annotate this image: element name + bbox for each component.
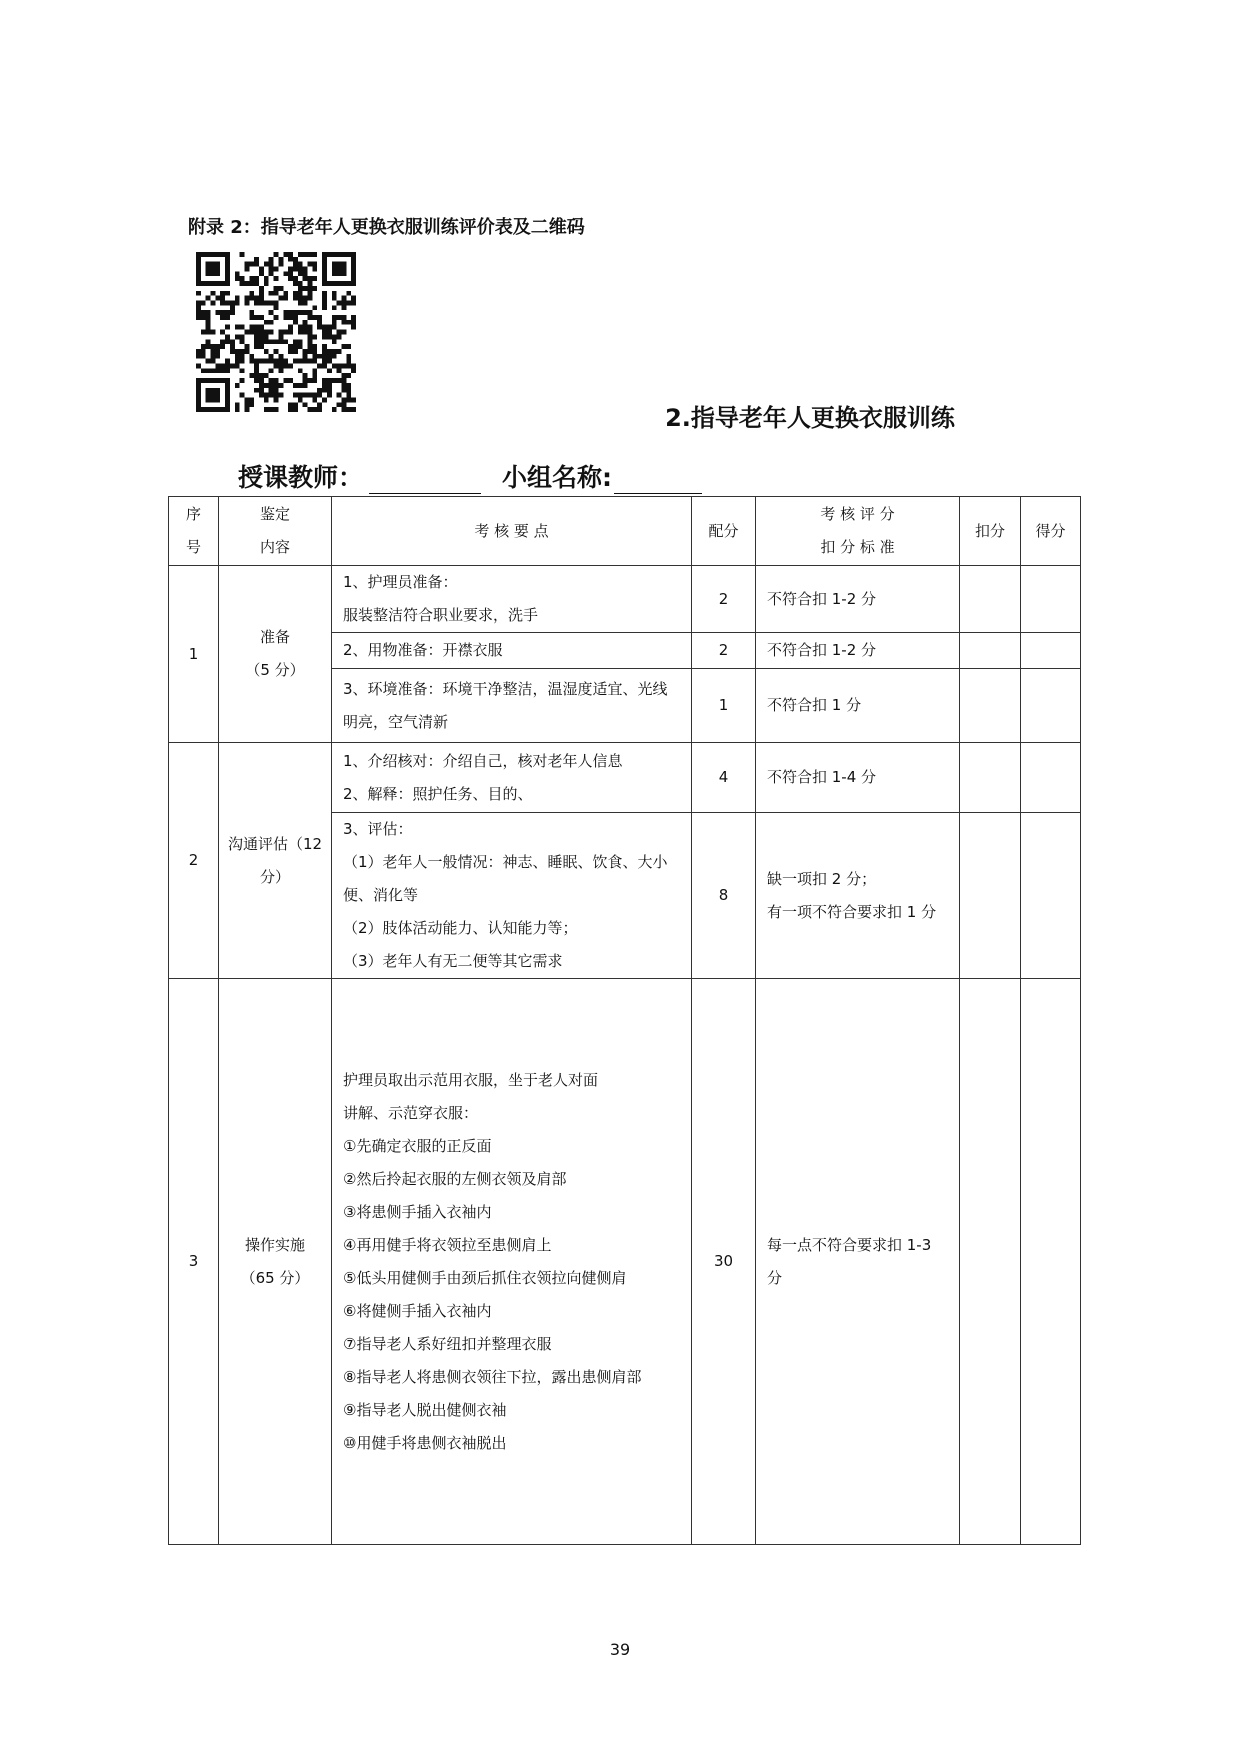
table-header-row [169, 497, 1081, 566]
criteria-cell: 不符合扣 1-4 分 [756, 743, 960, 813]
header-criteria: 考 核 评 分 扣 分 标 准 [756, 497, 960, 566]
teacher-field [238, 458, 481, 494]
criteria-cell: 不符合扣 1 分 [756, 669, 960, 743]
evaluation-table [168, 496, 1081, 1545]
header-score: 配分 [692, 497, 756, 566]
deduct-cell[interactable] [960, 566, 1021, 633]
section-index: 1 [169, 566, 219, 743]
requirement-cell: 护理员取出示范用衣服，坐于老人对面 讲解、示范穿衣服： ①先确定衣服的正反面 ②然后拎起衣服的左侧衣领及肩部 ③将患侧手插入衣袖内 ④再用健手将衣领拉至患侧肩上 ⑤低头用健侧手由颈后抓住衣领拉向健侧肩 ⑥将健侧手插入衣袖内 ⑦指导老人系好纽扣并整理衣服 ⑧指导老人将患侧衣领往下拉，露出患侧肩部 ⑨指导老人脱出健侧衣袖 ⑩用健手将患侧衣袖脱出 [332, 979, 692, 1545]
score-cell: 30 [692, 979, 756, 1545]
criteria-cell: 不符合扣 1-2 分 [756, 633, 960, 669]
score-cell: 8 [692, 813, 756, 979]
qr-code-icon [196, 252, 356, 412]
gain-cell[interactable] [1021, 669, 1081, 743]
section-content: 沟通评估（12 分） [219, 743, 332, 979]
deduct-cell[interactable] [960, 669, 1021, 743]
header-content: 鉴定 内容 [219, 497, 332, 566]
gain-cell[interactable] [1021, 633, 1081, 669]
appendix-title: 附录 2：指导老年人更换衣服训练评价表及二维码 [188, 217, 585, 238]
page-number: 39 [609, 1640, 631, 1659]
score-cell: 2 [692, 633, 756, 669]
criteria-cell: 缺一项扣 2 分； 有一项不符合要求扣 1 分 [756, 813, 960, 979]
criteria-cell: 每一点不符合要求扣 1-3 分 [756, 979, 960, 1545]
deduct-cell[interactable] [960, 633, 1021, 669]
score-cell: 1 [692, 669, 756, 743]
requirement-cell: 3、评估： （1）老年人一般情况：神志、睡眠、饮食、大小 便、消化等 （2）肢体活动能力、认知能力等； （3）老年人有无二便等其它需求 [332, 813, 692, 979]
requirement-cell: 2、用物准备：开襟衣服 [332, 633, 692, 669]
section-index: 3 [169, 979, 219, 1545]
gain-cell[interactable] [1021, 979, 1081, 1545]
deduct-cell[interactable] [960, 979, 1021, 1545]
gain-cell[interactable] [1021, 813, 1081, 979]
deduct-cell[interactable] [960, 813, 1021, 979]
header-points: 考 核 要 点 [332, 497, 692, 566]
table-row [169, 743, 1081, 813]
requirement-cell: 1、护理员准备： 服装整洁符合职业要求，洗手 [332, 566, 692, 633]
document-title: 2.指导老年人更换衣服训练 [665, 404, 955, 432]
section-content: 操作实施 （65 分） [219, 979, 332, 1545]
header-gain: 得分 [1021, 497, 1081, 566]
header-deduct: 扣分 [960, 497, 1021, 566]
group-field [502, 458, 702, 494]
section-content: 准备 （5 分） [219, 566, 332, 743]
header-index: 序 号 [169, 497, 219, 566]
table-body [169, 566, 1081, 1545]
score-cell: 4 [692, 743, 756, 813]
group-blank[interactable] [614, 467, 702, 494]
deduct-cell[interactable] [960, 743, 1021, 813]
table-row [169, 979, 1081, 1545]
gain-cell[interactable] [1021, 743, 1081, 813]
teacher-blank[interactable] [369, 467, 481, 494]
teacher-label: 授课教师： [238, 463, 364, 492]
requirement-cell: 1、介绍核对：介绍自己，核对老年人信息 2、解释：照护任务、目的、 [332, 743, 692, 813]
score-cell: 2 [692, 566, 756, 633]
criteria-cell: 不符合扣 1-2 分 [756, 566, 960, 633]
requirement-cell: 3、环境准备：环境干净整洁，温湿度适宜、光线 明亮，空气清新 [332, 669, 692, 743]
section-index: 2 [169, 743, 219, 979]
group-label: 小组名称: [502, 463, 612, 492]
gain-cell[interactable] [1021, 566, 1081, 633]
table-row [169, 566, 1081, 633]
